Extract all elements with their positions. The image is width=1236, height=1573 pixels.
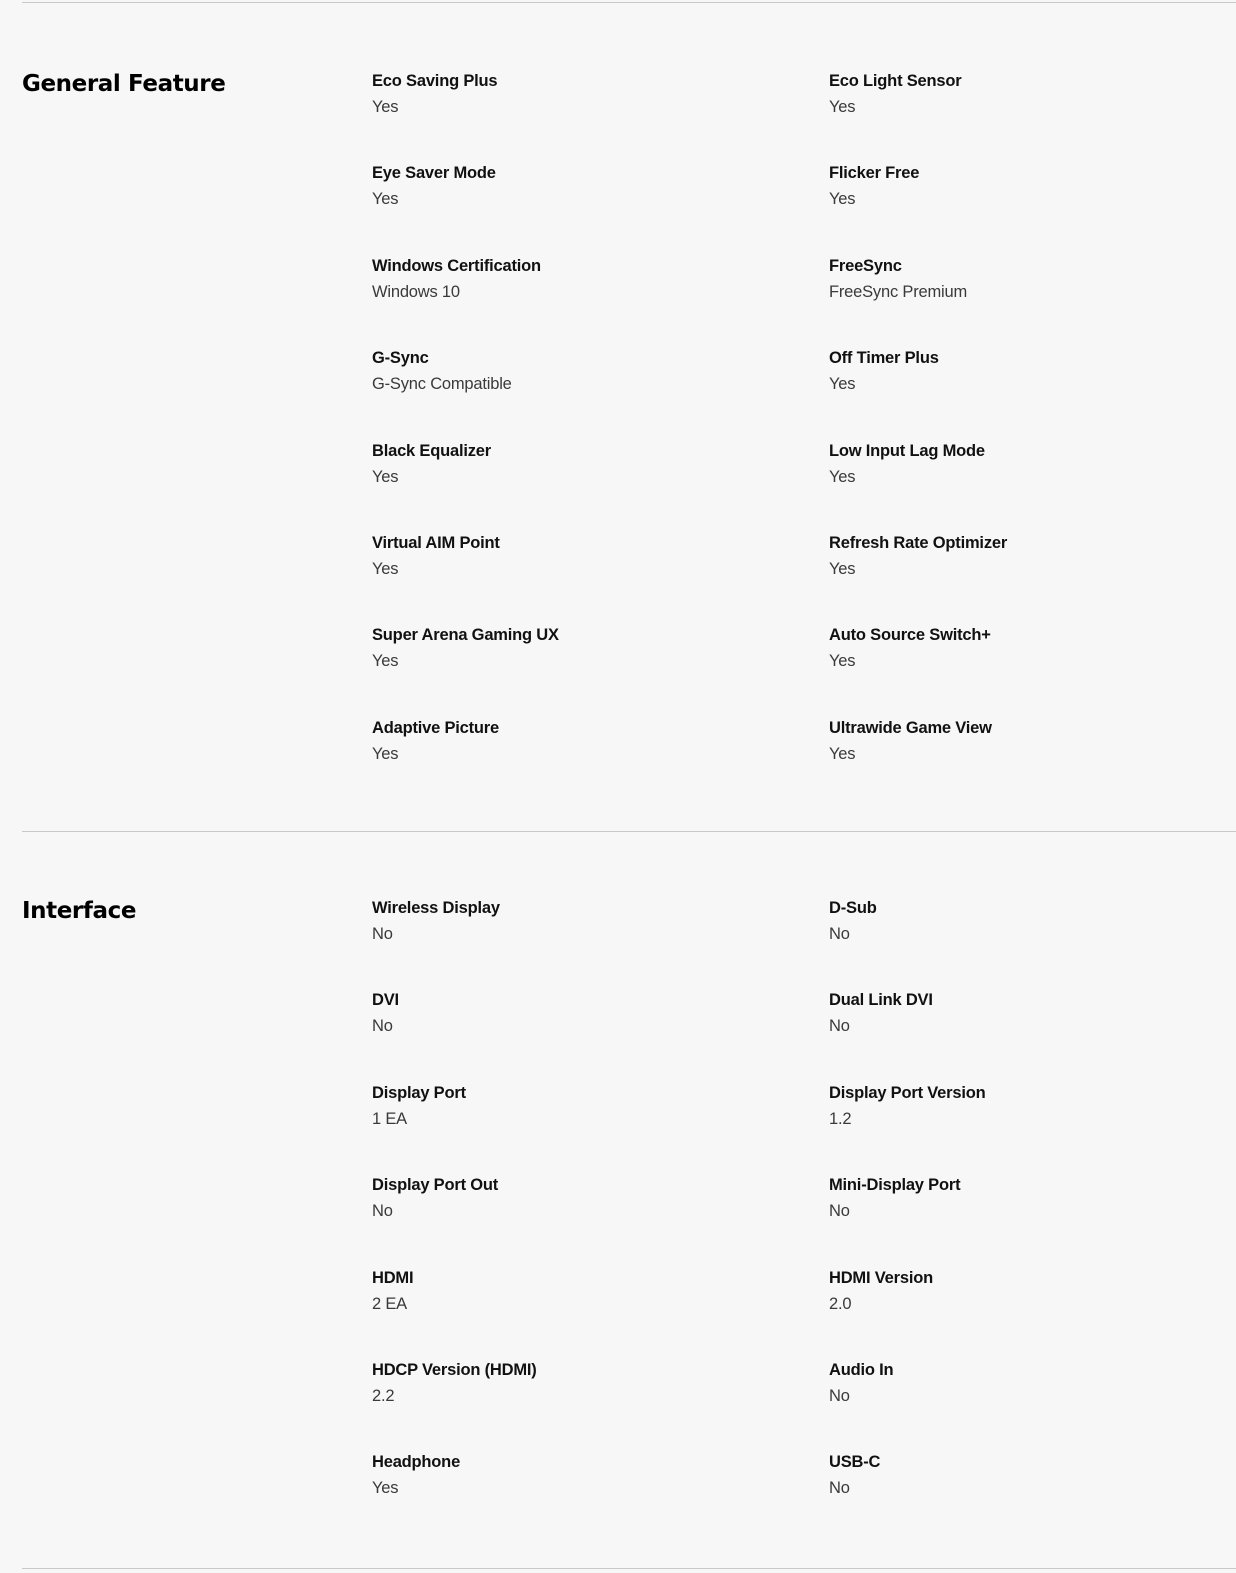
spec-value: G-Sync Compatible — [372, 375, 512, 394]
spec-value: No — [372, 925, 393, 943]
spec-name: HDCP Version (HDMI) — [372, 1360, 537, 1379]
spec-item-low-input-lag-mode — [829, 441, 1236, 533]
spec-value: No — [829, 1202, 850, 1221]
spec-name: Eco Saving Plus — [372, 72, 498, 90]
spec-value: Yes — [829, 559, 856, 578]
spec-name: DVI — [372, 991, 399, 1010]
spec-item-g-sync — [372, 348, 829, 440]
spec-value: No — [372, 1202, 393, 1221]
spec-value: Yes — [372, 652, 399, 671]
spec-value: Yes — [829, 375, 856, 394]
spec-item-dual-link-dvi — [829, 990, 1236, 1082]
spec-name: Audio In — [829, 1360, 894, 1379]
section-title: Interface — [22, 898, 137, 924]
spec-item-display-port-version — [829, 1083, 1236, 1175]
top-divider — [22, 2, 1236, 3]
spec-item-freesync — [829, 256, 1236, 348]
spec-item-hdmi-version — [829, 1268, 1236, 1360]
spec-name: HDMI Version — [829, 1268, 933, 1287]
spec-value: Yes — [372, 559, 399, 578]
spec-value: No — [829, 1017, 850, 1036]
spec-value: No — [829, 1386, 850, 1405]
spec-item-auto-source-switch — [829, 625, 1236, 717]
spec-name: Display Port Version — [829, 1083, 986, 1102]
spec-item-adaptive-picture — [372, 718, 829, 810]
spec-value: Yes — [372, 190, 399, 209]
spec-name: Refresh Rate Optimizer — [829, 533, 1008, 552]
spec-value: Yes — [829, 652, 856, 671]
spec-item-eco-saving-plus — [372, 71, 829, 163]
spec-value: Yes — [829, 467, 856, 486]
spec-value: No — [829, 925, 850, 943]
spec-name: Windows Certification — [372, 256, 541, 275]
spec-item-dvi — [372, 990, 829, 1082]
spec-item-audio-in — [829, 1360, 1236, 1452]
spec-name: Eco Light Sensor — [829, 72, 962, 90]
spec-name: Adaptive Picture — [372, 718, 500, 737]
spec-name: Display Port — [372, 1083, 466, 1102]
spec-item-usb-c — [829, 1452, 1236, 1544]
spec-item-eco-light-sensor — [829, 71, 1236, 163]
spec-item-display-port — [372, 1083, 829, 1175]
spec-grid — [372, 898, 1236, 1545]
spec-value: 2 EA — [372, 1294, 407, 1313]
spec-value: Yes — [829, 190, 856, 209]
spec-name: Off Timer Plus — [829, 349, 939, 368]
bottom-divider — [22, 1568, 1236, 1569]
spec-value: 1 EA — [372, 1109, 407, 1128]
spec-name: Super Arena Gaming UX — [372, 626, 559, 645]
spec-value: Yes — [372, 1479, 399, 1498]
spec-name: Eye Saver Mode — [372, 164, 496, 183]
spec-item-wireless-display — [372, 898, 829, 990]
spec-value: Yes — [372, 98, 399, 116]
spec-value: Windows 10 — [372, 282, 460, 301]
spec-name: D-Sub — [829, 899, 877, 917]
spec-name: FreeSync — [829, 256, 902, 275]
spec-name: Headphone — [372, 1453, 461, 1472]
spec-name: Flicker Free — [829, 164, 920, 183]
spec-name: Wireless Display — [372, 899, 500, 917]
spec-item-eye-saver-mode — [372, 163, 829, 255]
spec-value: Yes — [829, 98, 856, 116]
spec-value: 2.2 — [372, 1386, 395, 1405]
section-title: General Feature — [22, 71, 226, 97]
spec-item-mini-display-port — [829, 1175, 1236, 1267]
spec-item-flicker-free — [829, 163, 1236, 255]
spec-name: Virtual AIM Point — [372, 533, 500, 552]
spec-item-refresh-rate-optimizer — [829, 533, 1236, 625]
spec-value: Yes — [372, 467, 399, 486]
spec-name: USB-C — [829, 1453, 881, 1472]
spec-item-windows-certification — [372, 256, 829, 348]
spec-name: Display Port Out — [372, 1176, 499, 1195]
spec-grid — [372, 71, 1236, 810]
spec-value: Yes — [829, 744, 856, 763]
spec-name: Dual Link DVI — [829, 991, 933, 1010]
spec-item-display-port-out — [372, 1175, 829, 1267]
spec-name: Low Input Lag Mode — [829, 441, 985, 460]
spec-name: HDMI — [372, 1268, 414, 1287]
spec-item-d-sub — [829, 898, 1236, 990]
spec-value: 1.2 — [829, 1109, 852, 1128]
spec-name: Black Equalizer — [372, 441, 491, 460]
spec-item-headphone — [372, 1452, 829, 1544]
spec-item-black-equalizer — [372, 441, 829, 533]
spec-name: G-Sync — [372, 349, 429, 368]
spec-item-hdcp-version-hdmi — [372, 1360, 829, 1452]
spec-item-virtual-aim-point — [372, 533, 829, 625]
spec-value: FreeSync Premium — [829, 282, 968, 301]
spec-item-hdmi — [372, 1268, 829, 1360]
spec-name: Mini-Display Port — [829, 1176, 961, 1195]
spec-item-ultrawide-game-view — [829, 718, 1236, 810]
spec-value: 2.0 — [829, 1294, 852, 1313]
section-divider — [22, 831, 1236, 832]
spec-name: Auto Source Switch+ — [829, 626, 991, 645]
spec-item-super-arena-gaming-ux — [372, 625, 829, 717]
spec-name: Ultrawide Game View — [829, 718, 992, 737]
spec-value: Yes — [372, 744, 399, 763]
spec-item-off-timer-plus — [829, 348, 1236, 440]
spec-value: No — [829, 1479, 850, 1498]
spec-value: No — [372, 1017, 393, 1036]
